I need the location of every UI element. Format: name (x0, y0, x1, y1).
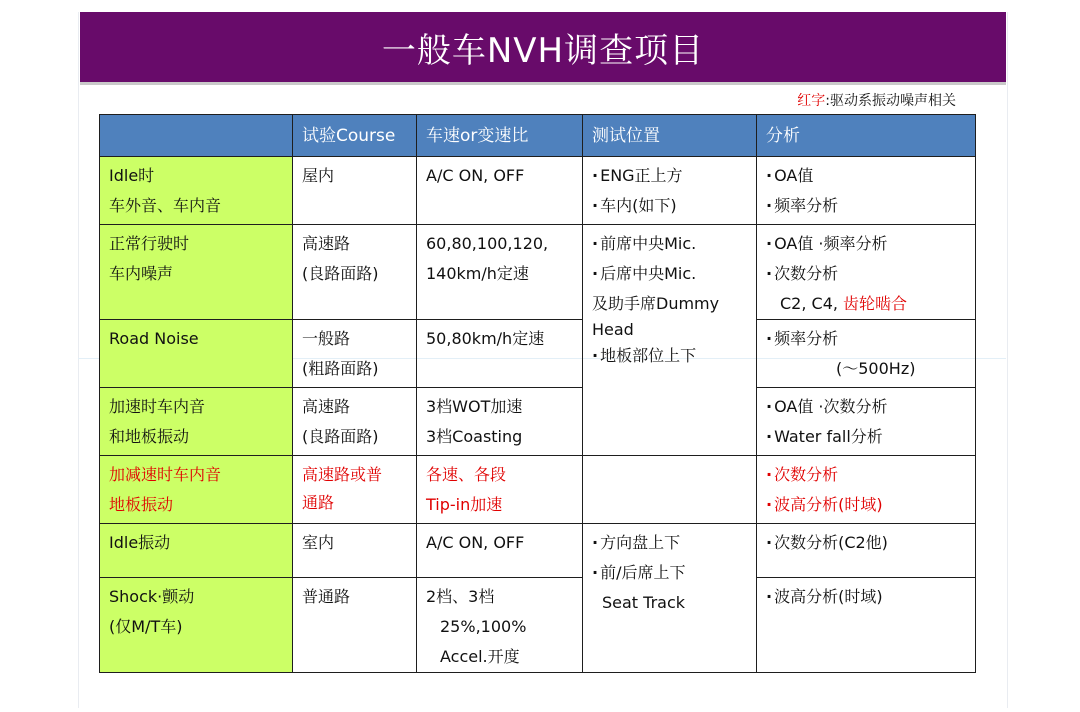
cell-line: Road Noise (109, 329, 199, 348)
cell-speed (417, 578, 583, 673)
cell-position (583, 456, 757, 524)
legend-text: 驱动系振动噪声相关 (830, 93, 956, 109)
cell-line: 60,80,100,120, (426, 234, 549, 253)
cell-line: · ENG正上方 (592, 161, 747, 191)
table-row (100, 320, 976, 388)
table-row (100, 524, 976, 578)
highlight-text: 齿轮啮合 (843, 294, 908, 313)
cell-line: 和地板振动 (109, 427, 190, 446)
legend-separator: : (825, 93, 830, 109)
cell-line: 正常行驶时 (109, 234, 190, 253)
cell-item (100, 320, 293, 388)
table-row (100, 578, 976, 673)
cell-course (293, 320, 417, 388)
header-position: 测试位置 (583, 115, 757, 157)
title-divider (80, 82, 1006, 85)
cell-line: 及助手席Dummy (592, 294, 720, 313)
cell-analysis (757, 320, 976, 388)
cell-line: Tip-in加速 (426, 495, 503, 514)
cell-line: A/C ON, OFF (426, 533, 525, 552)
cell-speed (417, 320, 583, 388)
cell-item (100, 524, 293, 578)
cell-course (293, 225, 417, 320)
page-title: 一般车NVH调查项目 (381, 30, 705, 71)
cell-item (100, 578, 293, 673)
cell-item (100, 225, 293, 320)
cell-line: · 次数分析 (766, 460, 966, 490)
table-row (100, 388, 976, 456)
cell-line: 高速路 (302, 397, 351, 416)
cell-line: · 次数分析(C2他) (766, 528, 966, 558)
cell-line: · 车内(如下) (592, 191, 747, 221)
cell-analysis (757, 578, 976, 673)
cell-line: 车内噪声 (109, 264, 174, 283)
cell-line: 2档、3档 (426, 587, 495, 606)
cell-line: 通路 (302, 493, 335, 512)
cell-line: 地板振动 (109, 495, 174, 514)
cell-line: 普通路 (302, 587, 351, 606)
cell-line: 3档WOT加速 (426, 397, 523, 416)
cell-analysis (757, 388, 976, 456)
header-course: 试验Course (293, 115, 417, 157)
cell-line: · 前席中央Mic. (592, 229, 747, 259)
cell-line: · OA值 (766, 161, 966, 191)
cell-line: · 后席中央Mic. (592, 259, 747, 289)
cell-course (293, 456, 417, 524)
color-legend (797, 90, 956, 110)
cell-analysis (757, 524, 976, 578)
cell-line: 高速路 (302, 234, 351, 253)
cell-line: 高速路或普 (302, 465, 383, 484)
cell-line: · 前/后席上下 (592, 558, 747, 588)
table-row (100, 225, 976, 320)
cell-line: (粗路面路) (302, 359, 379, 378)
cell-line: 各速、各段 (426, 465, 507, 484)
cell-line: 一般路 (302, 329, 351, 348)
cell-speed (417, 157, 583, 225)
cell-line: A/C ON, OFF (426, 166, 525, 185)
cell-line: 屋内 (302, 166, 335, 185)
cell-line (766, 289, 966, 319)
cell-line: (良路面路) (302, 427, 379, 446)
cell-course (293, 388, 417, 456)
cell-position (583, 524, 757, 673)
cell-line: (～500Hz) (836, 359, 916, 378)
cell-position (583, 157, 757, 225)
cell-line: · 波高分析(时域) (766, 490, 966, 520)
header-analysis: 分析 (757, 115, 976, 157)
title-bar (80, 12, 1006, 82)
cell-line: Idle时 (109, 166, 155, 185)
cell-line: Accel.开度 (440, 647, 520, 666)
cell-item (100, 456, 293, 524)
legend-marker: 红字 (797, 93, 826, 109)
cell-analysis (757, 225, 976, 320)
cell-speed (417, 524, 583, 578)
cell-line: 50,80km/h定速 (426, 329, 545, 348)
cell-item (100, 157, 293, 225)
header-speed: 车速or变速比 (417, 115, 583, 157)
table-header-row (100, 115, 976, 157)
cell-course (293, 578, 417, 673)
cell-line: 车外音、车内音 (109, 196, 222, 215)
cell-line: · 方向盘上下 (592, 528, 747, 558)
cell-line: 140km/h定速 (426, 264, 529, 283)
cell-line: 室内 (302, 533, 335, 552)
cell-line: Head (592, 320, 634, 339)
cell-analysis (757, 157, 976, 225)
cell-line: Seat Track (602, 593, 686, 612)
cell-speed (417, 388, 583, 456)
table-row (100, 456, 976, 524)
analysis-text: C2, C4, (780, 294, 844, 313)
cell-line: · Water fall分析 (766, 422, 966, 452)
cell-line: Idle振动 (109, 533, 171, 552)
cell-analysis (757, 456, 976, 524)
cell-line: 3档Coasting (426, 427, 523, 446)
cell-speed (417, 225, 583, 320)
cell-course (293, 157, 417, 225)
cell-line: · 次数分析 (766, 259, 966, 289)
cell-item (100, 388, 293, 456)
cell-line: · OA值 ·次数分析 (766, 392, 966, 422)
table-row (100, 157, 976, 225)
cell-line: 25%,100% (440, 617, 527, 636)
cell-course (293, 524, 417, 578)
cell-line: 加速时车内音 (109, 397, 206, 416)
cell-position (583, 225, 757, 456)
cell-line: (良路面路) (302, 264, 379, 283)
cell-line: · 频率分析 (766, 191, 966, 221)
cell-speed (417, 456, 583, 524)
cell-line: · OA值 ·频率分析 (766, 229, 966, 259)
cell-line: (仅M/T车) (109, 617, 183, 636)
cell-line: · 波高分析(时域) (766, 582, 966, 612)
cell-line: · 频率分析 (766, 324, 966, 354)
header-item (100, 115, 293, 157)
cell-line: 加减速时车内音 (109, 465, 222, 484)
cell-line: Shock·颤动 (109, 587, 195, 606)
nvh-test-table (99, 114, 976, 673)
cell-line: · 地板部位上下 (592, 341, 747, 371)
